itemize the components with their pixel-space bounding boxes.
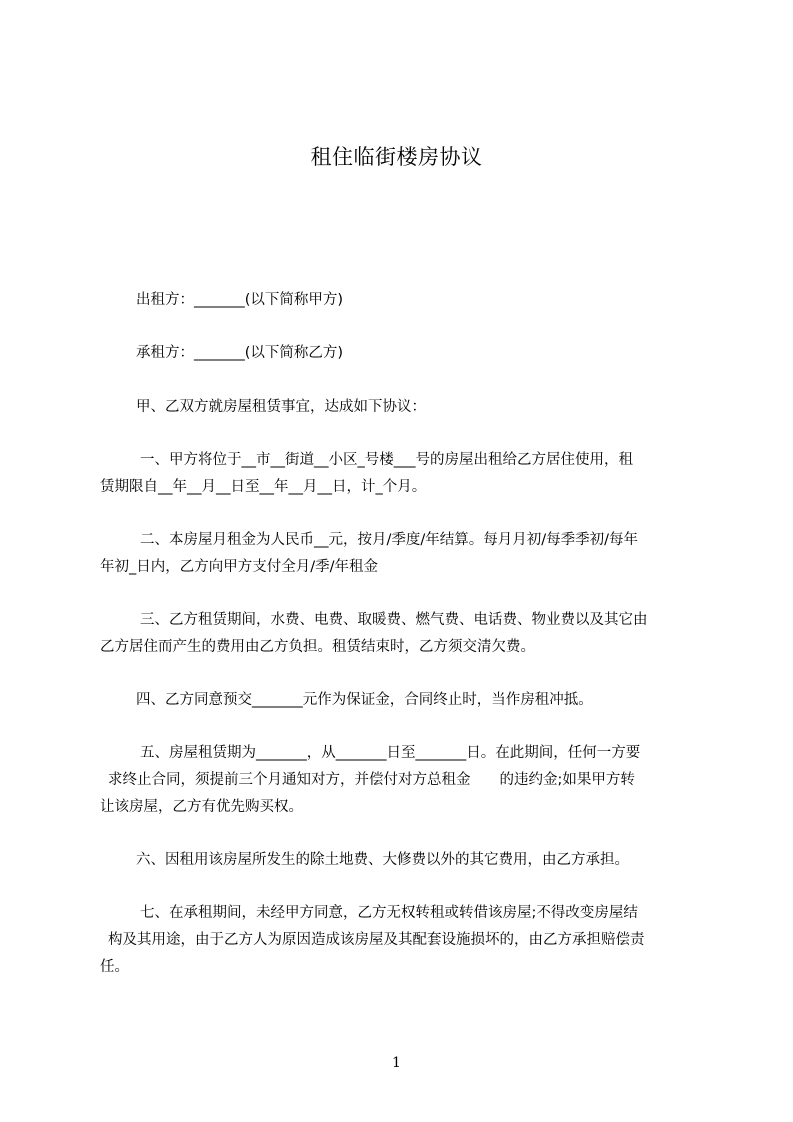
clause-line: 任。	[100, 959, 129, 975]
clause-3	[100, 607, 648, 661]
clause-7	[100, 900, 645, 981]
clause-line: 让该房屋，乙方有优先购买权。	[100, 799, 303, 815]
clause-line: 年初_日内，乙方向甲方支付全月/季/年租金	[100, 559, 379, 575]
intro-line-text: 甲、乙双方就房屋租赁事宜，达成如下协议：	[136, 399, 426, 415]
clause-line: 一、甲方将位于__市__街道__小区_号楼___号的房屋出租给乙方居住使用，租	[140, 452, 633, 468]
clause-5	[100, 740, 640, 821]
page-number: 1	[392, 1055, 401, 1071]
lessee-line	[136, 340, 343, 367]
clause-line: 二、本房屋月租金为人民币__元，按月/季度/年结算。每月月初/每季季初/每年	[140, 532, 639, 548]
lessee-line-text: 承租方：_______(以下简称乙方)	[136, 345, 344, 361]
clause-1	[100, 447, 633, 501]
clause-line: 五、房屋租赁期为_______，从_______日至_______日。在此期间，任何一方要	[140, 745, 641, 761]
intro-line	[136, 394, 426, 421]
clause-line: 四、乙方同意预交_______元作为保证金，合同终止时，当作房租冲抵。	[136, 692, 593, 708]
clause-6	[136, 847, 629, 874]
clause-2	[100, 527, 638, 581]
clause-line: 乙方居住而产生的费用由乙方负担。租赁结束时，乙方须交清欠费。	[100, 639, 535, 655]
page-title: 租住临街楼房协议	[310, 145, 483, 169]
clause-line: 七、在承租期间，未经甲方同意，乙方无权转租或转借该房屋;不得改变房屋结	[140, 905, 638, 921]
clause-line: 六、因租用该房屋所发生的除土地费、大修费以外的其它费用，由乙方承担。	[136, 852, 629, 868]
lessor-line	[136, 287, 343, 314]
clause-line: 构及其用途，由于乙方人为原因造成该房屋及其配套设施损坏的，由乙方承担赔偿责	[108, 932, 645, 948]
clause-4	[136, 687, 593, 714]
clause-line: 求终止合同，须提前三个月通知对方，并偿付对方总租金 的违约金;如果甲方转	[108, 772, 635, 788]
clause-line: 赁期限自__年__月__日至__年__月__日，计_个月。	[100, 479, 427, 495]
clause-line: 三、乙方租赁期间，水费、电费、取暖费、燃气费、电话费、物业费以及其它由	[140, 612, 648, 628]
lessor-line-text: 出租方：_______(以下简称甲方)	[136, 292, 344, 308]
